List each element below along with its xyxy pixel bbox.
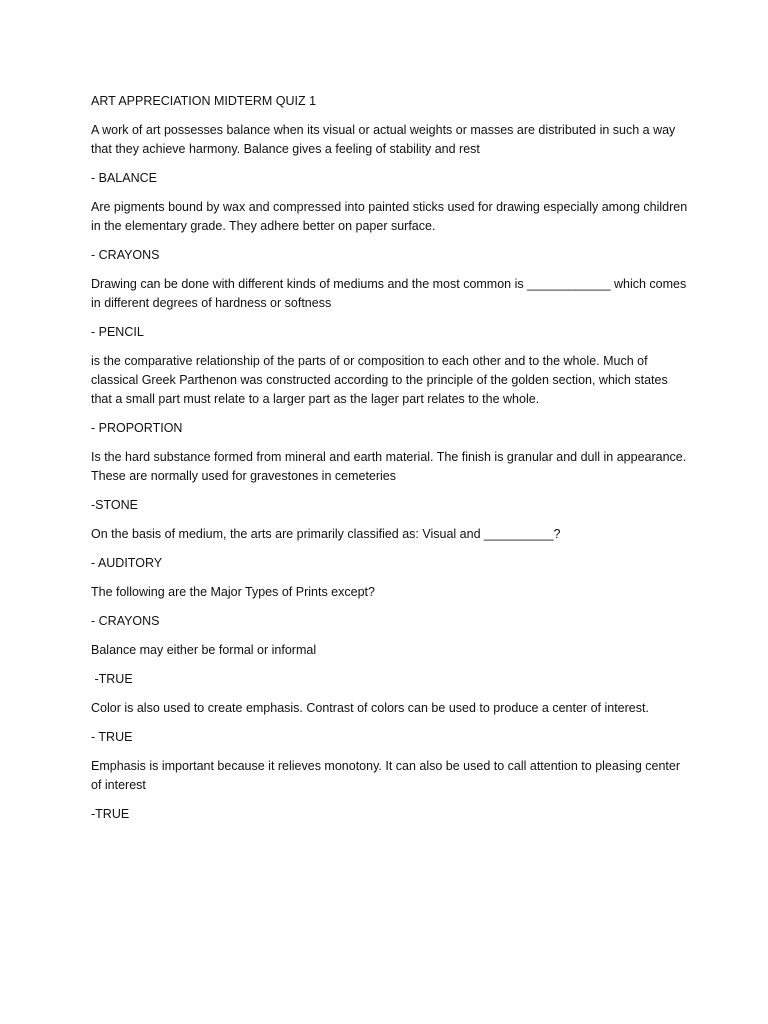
answer-7: - CRAYONS: [91, 614, 160, 628]
document-title: ART APPRECIATION MIDTERM QUIZ 1: [91, 94, 317, 108]
answer-2: - CRAYONS: [91, 248, 160, 262]
question-10: Emphasis is important because it relieves monotony. It can also be used to call attention to pleasing center of interest: [91, 759, 680, 792]
question-8: Balance may either be formal or informal: [91, 643, 317, 657]
answer-4: - PROPORTION: [91, 421, 183, 435]
answer-9: - TRUE: [91, 730, 133, 744]
question-7: The following are the Major Types of Prints except?: [91, 585, 375, 599]
question-2: Are pigments bound by wax and compressed into painted sticks used for drawing especially among children in the elementary grade. They adhere better on paper surface.: [91, 200, 688, 233]
answer-6: - AUDITORY: [91, 556, 163, 570]
answer-1: - BALANCE: [91, 171, 157, 185]
question-1: A work of art possesses balance when its visual or actual weights or masses are distributed in such a way that they achieve harmony. Balance gives a feeling of stability and rest: [91, 123, 676, 156]
question-3: Drawing can be done with different kinds of mediums and the most common is ____________ which comes in different degrees of hardness or softness: [91, 277, 687, 310]
question-9: Color is also used to create emphasis. Contrast of colors can be used to produce a center of interest.: [91, 701, 649, 715]
answer-3: - PENCIL: [91, 325, 144, 339]
answer-5: -STONE: [91, 498, 138, 512]
answer-10: -TRUE: [91, 807, 130, 821]
question-6: On the basis of medium, the arts are primarily classified as: Visual and __________?: [91, 527, 561, 541]
document-body: [91, 92, 691, 834]
question-4: is the comparative relationship of the parts of or composition to each other and to the whole. Much of classical Greek Parthenon was constructed according to the principle of the golden section, which states that a small part must relate to a larger part as the lager part relates to the whole.: [91, 354, 668, 406]
answer-8: -TRUE: [91, 672, 133, 686]
question-5: Is the hard substance formed from mineral and earth material. The finish is granular and dull in appearance. These are normally used for gravestones in cemeteries: [91, 450, 687, 483]
